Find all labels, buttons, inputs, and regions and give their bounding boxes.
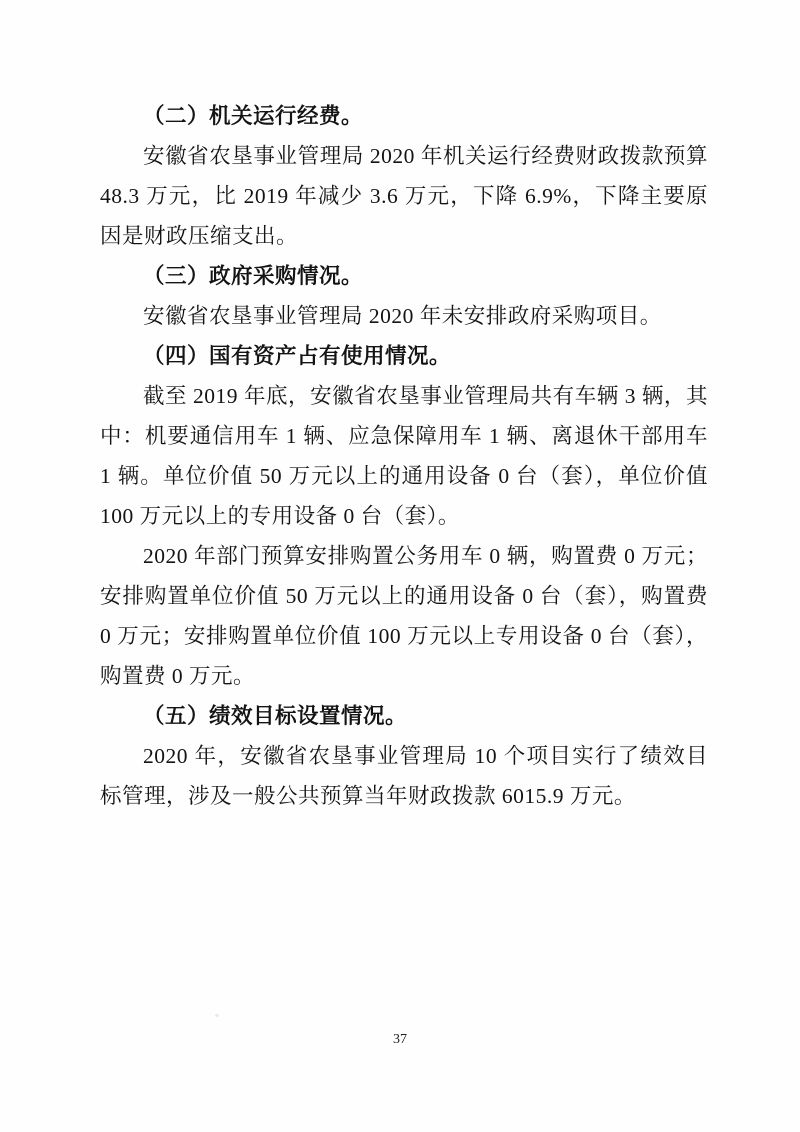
page-number: 37	[393, 1032, 407, 1047]
section-paragraph: 安徽省农垦事业管理局 2020 年机关运行经费财政拨款预算 48.3 万元，比 2019 年减少 3.6 万元，下降 6.9%，下降主要原因是财政压缩支出。	[100, 144, 708, 248]
section-paragraph: 安徽省农垦事业管理局 2020 年未安排政府采购项目。	[143, 304, 662, 328]
document-body	[100, 96, 708, 816]
section-heading-5: （五）绩效目标设置情况。	[143, 704, 408, 728]
section-heading-2: （二）机关运行经费。	[143, 104, 364, 128]
scan-artifact	[215, 1014, 219, 1017]
section-paragraph: 2020 年，安徽省农垦事业管理局 10 个项目实行了绩效目标管理，涉及一般公共预算当年财政拨款 6015.9 万元。	[100, 744, 708, 808]
section-heading-4: （四）国有资产占有使用情况。	[143, 344, 452, 368]
section-heading-3: （三）政府采购情况。	[143, 264, 364, 288]
section-paragraph: 2020 年部门预算安排购置公务用车 0 辆，购置费 0 万元；安排购置单位价值 50 万元以上的通用设备 0 台（套），购置费 0 万元；安排购置单位价值 100 万元以上专用设备 0 台（套），购置费 0 万元。	[100, 544, 708, 688]
section-paragraph: 截至 2019 年底，安徽省农垦事业管理局共有车辆 3 辆，其中：机要通信用车 1 辆、应急保障用车 1 辆、离退休干部用车 1 辆。单位价值 50 万元以上的通用设备 0 台（套），单位价值 100 万元以上的专用设备 0 台（套）。	[100, 384, 708, 528]
